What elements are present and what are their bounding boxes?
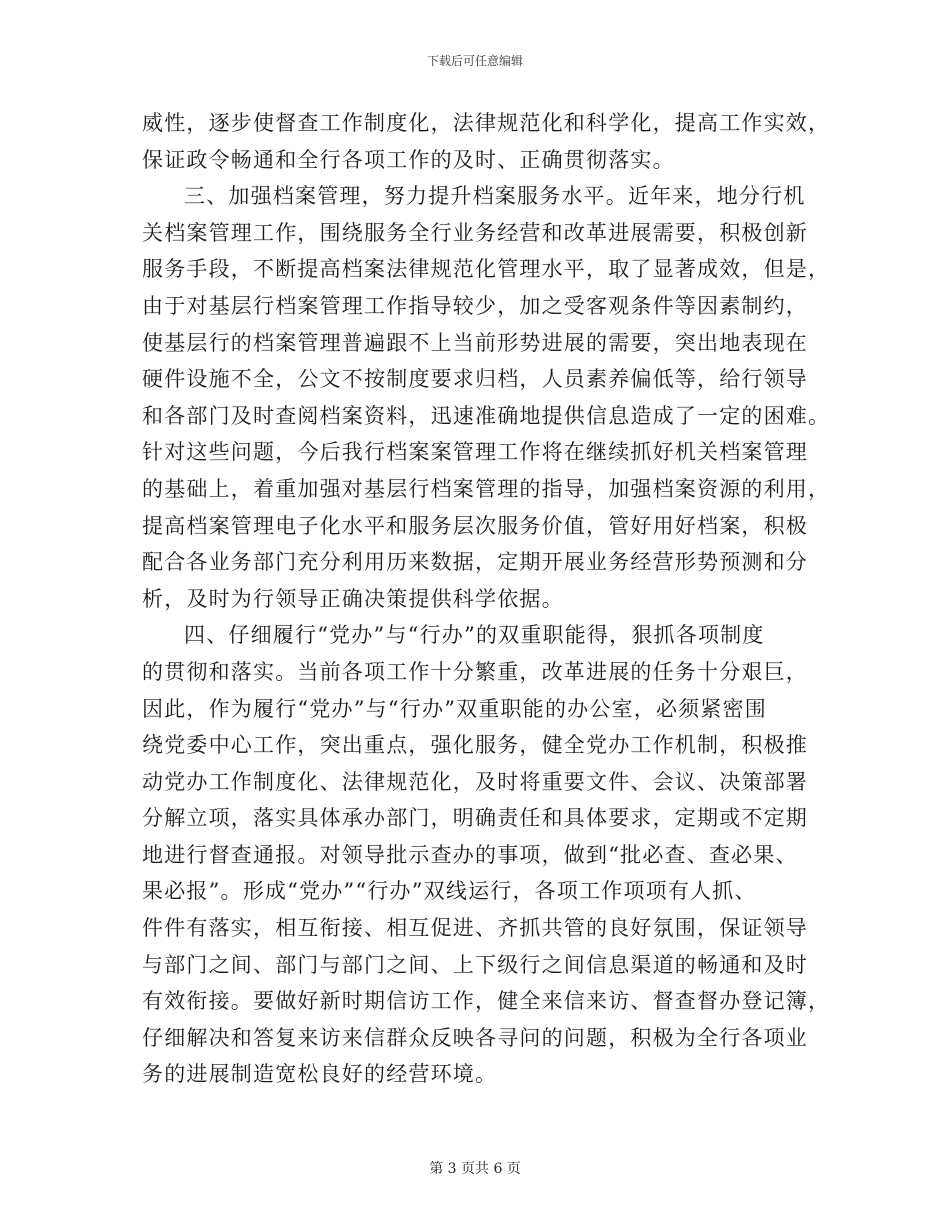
text-line: 地进行督查通报。对领导批示查办的事项，做到“批必查、查必果、	[142, 842, 798, 867]
text-line: 关档案管理工作，围绕服务全行业务经营和改革进展需要，积极创新	[142, 220, 808, 245]
text-line: 使基层行的档案管理普遍跟不上当前形势进展的需要，突出地表现在	[142, 330, 808, 355]
text-line: 务的进展制造宽松良好的经营环境。	[142, 1062, 498, 1087]
text-line: 和各部门及时查阅档案资料，迅速准确地提供信息造成了一定的困难。	[142, 403, 831, 428]
text-line: 的贯彻和落实。当前各项工作十分繁重，改革进展的任务十分艰巨，	[142, 659, 808, 684]
text-line: 威性，逐步使督查工作制度化，法律规范化和科学化，提高工作实效，	[142, 111, 831, 135]
text-line: 仔细解决和答复来访来信群众反映各寻问的问题，积极为全行各项业	[142, 1025, 808, 1050]
paragraph-start-line: 四、仔细履行“党办”与“行办”的双重职能得，狠抓各项制度	[184, 623, 765, 648]
text-line: 析，及时为行领导正确决策提供科学依据。	[142, 586, 564, 611]
page-header: 下载后可任意编辑	[426, 54, 523, 68]
text-line: 的基础上，着重加强对基层行档案管理的指导，加强档案资源的利用，	[142, 476, 831, 501]
text-line: 配合各业务部门充分利用历来数据，定期开展业务经营形势预测和分	[142, 550, 808, 575]
text-line: 果必报”。形成“党办”“行办”双线运行，各项工作项项有人抓、	[142, 879, 757, 904]
text-line: 保证政令畅通和全行各项工作的及时、正确贯彻落实。	[142, 147, 675, 172]
text-line: 分解立项，落实具体承办部门，明确责任和具体要求，定期或不定期	[142, 806, 808, 831]
text-line: 提高档案管理电子化水平和服务层次服务价值，管好用好档案，积极	[142, 513, 808, 538]
text-line: 由于对基层行档案管理工作指导较少，加之受客观条件等因素制约，	[142, 293, 808, 318]
text-line: 件件有落实，相互衔接、相互促进、齐抓共管的良好氛围，保证领导	[142, 916, 808, 941]
document-body	[142, 105, 831, 1093]
page-number: 第 3 页共 6 页	[429, 1161, 521, 1177]
paragraph-start-line: 三、加强档案管理，努力提升档案服务水平。近年来，地分行机	[184, 184, 806, 209]
text-line: 硬件设施不全，公文不按制度要求归档，人员素养偏低等，给行领导	[142, 367, 808, 392]
text-line: 服务手段，不断提高档案法律规范化管理水平，取了显著成效，但是，	[142, 257, 831, 282]
text-line: 绕党委中心工作，突出重点，强化服务，健全党办工作机制，积极推	[142, 733, 808, 758]
text-line: 与部门之间、部门与部门之间、上下级行之间信息渠道的畅通和及时	[142, 952, 808, 977]
text-line: 因此，作为履行“党办”与“行办”双重职能的办公室，必须紧密围	[142, 696, 767, 721]
text-line: 有效衔接。要做好新时期信访工作，健全来信来访、督查督办登记簿，	[142, 989, 831, 1014]
text-line: 针对这些问题，今后我行档案案管理工作将在继续抓好机关档案管理	[142, 440, 808, 465]
text-line: 动党办工作制度化、法律规范化，及时将重要文件、会议、决策部署	[142, 769, 808, 794]
